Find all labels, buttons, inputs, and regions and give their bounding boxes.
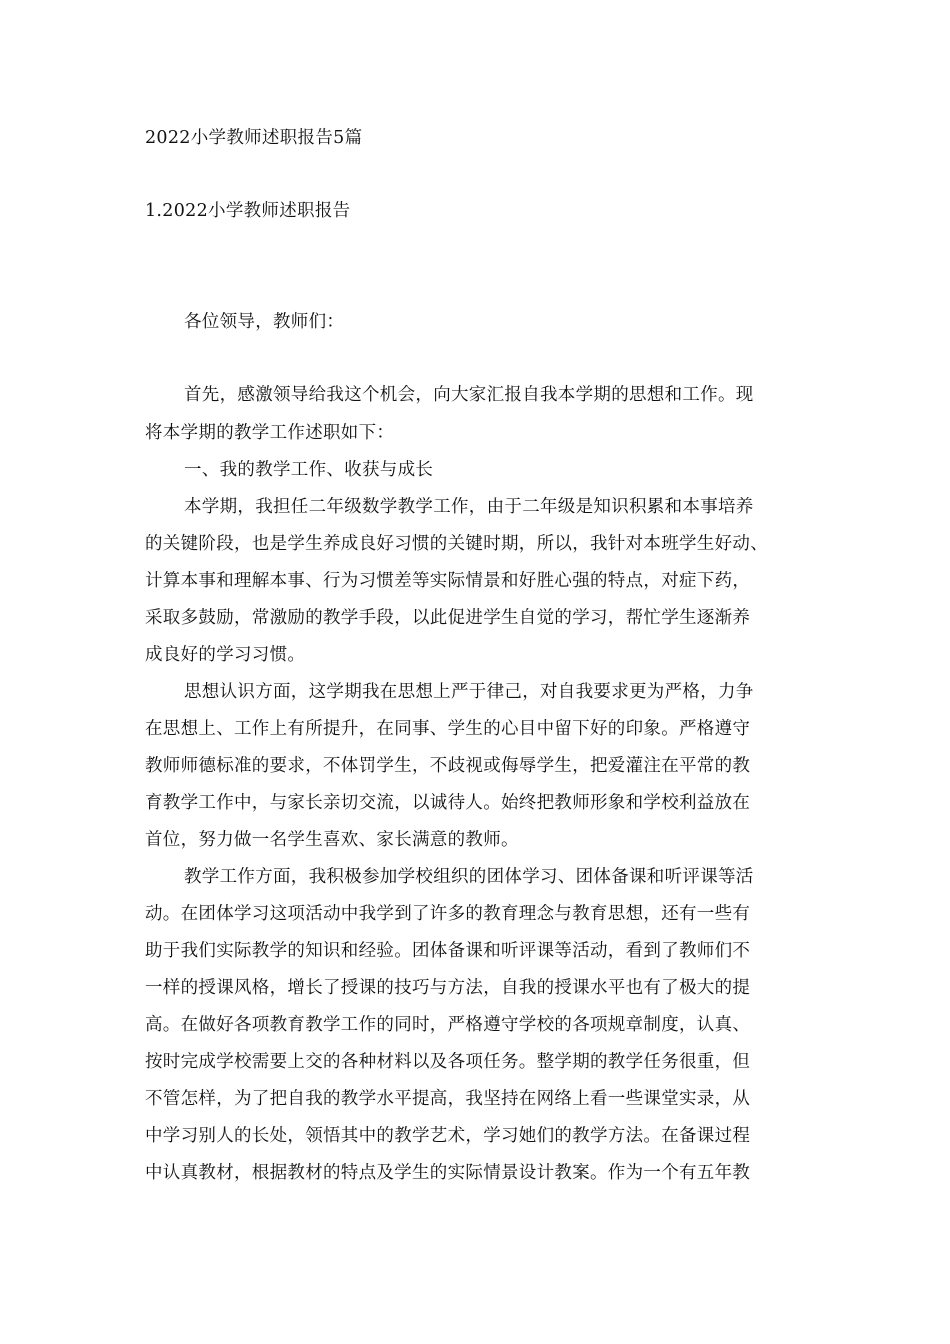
paragraph-line: 首先，感激领导给我这个机会，向大家汇报自我本学期的思想和工作。现 [184, 385, 754, 405]
paragraph-line: 在思想上、工作上有所提升，在同事、学生的心目中留下好的印象。严格遵守 [145, 719, 751, 739]
paragraph-line: 一样的授课风格，增长了授课的技巧与方法，自我的授课水平也有了极大的提 [145, 978, 751, 998]
paragraph-line: 的关键阶段，也是学生养成良好习惯的关键时期，所以，我针对本班学生好动、 [145, 534, 768, 554]
paragraph-line: 首位，努力做一名学生喜欢、家长满意的教师。 [145, 830, 519, 850]
paragraph-line: 高。在做好各项教育教学工作的同时，严格遵守学校的各项规章制度，认真、 [145, 1015, 751, 1035]
paragraph-line: 思想认识方面，这学期我在思想上严于律己，对自我要求更为严格，力争 [184, 682, 754, 702]
paragraph-line: 教学工作方面，我积极参加学校组织的团体学习、团体备课和听评课等活 [184, 867, 754, 887]
paragraph-line: 一、我的教学工作、收获与成长 [184, 460, 434, 480]
paragraph-line: 教师师德标准的要求，不体罚学生，不歧视或侮辱学生，把爱灌注在平常的教 [145, 756, 751, 776]
paragraph-line: 中认真教材，根据教材的特点及学生的实际情景设计教案。作为一个有五年教 [145, 1163, 751, 1183]
document-title: 2022小学教师述职报告5篇 [145, 128, 363, 148]
paragraph-line: 助于我们实际教学的知识和经验。团体备课和听评课等活动，看到了教师们不 [145, 941, 751, 961]
paragraph-line: 育教学工作中，与家长亲切交流，以诚待人。始终把教师形象和学校利益放在 [145, 793, 751, 813]
paragraph-line: 动。在团体学习这项活动中我学到了许多的教育理念与教育思想，还有一些有 [145, 904, 751, 924]
paragraph-line: 按时完成学校需要上交的各种材料以及各项任务。整学期的教学任务很重，但 [145, 1052, 751, 1072]
paragraph-line: 计算本事和理解本事、行为习惯差等实际情景和好胜心强的特点，对症下药， [145, 571, 751, 591]
greeting-line: 各位领导，教师们： [184, 312, 345, 332]
paragraph-line: 成良好的学习习惯。 [145, 645, 306, 665]
section-heading: 1.2022小学教师述职报告 [145, 201, 351, 221]
paragraph-line: 中学习别人的长处，领悟其中的教学艺术，学习她们的教学方法。在备课过程 [145, 1126, 751, 1146]
paragraph-line: 将本学期的教学工作述职如下： [145, 423, 395, 443]
paragraph-line: 不管怎样，为了把自我的教学水平提高，我坚持在网络上看一些课堂实录，从 [145, 1089, 751, 1109]
paragraph-line: 本学期，我担任二年级数学教学工作，由于二年级是知识积累和本事培养 [184, 497, 754, 517]
paragraph-line: 采取多鼓励，常激励的教学手段，以此促进学生自觉的学习，帮忙学生逐渐养 [145, 608, 751, 628]
